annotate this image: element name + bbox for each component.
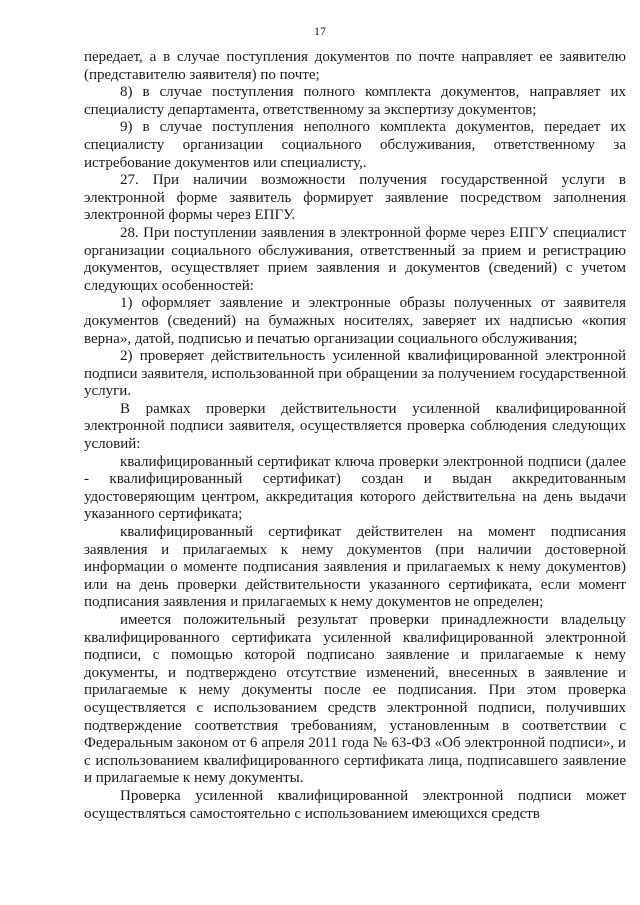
paragraph-verification-conditions: В рамках проверки действительности усиленной квалифицированной электронной подписи заявителя, осуществляется проверка соблюдения следующих условий:	[84, 400, 626, 453]
paragraph-28-item-2: 2) проверяет действительность усиленной квалифицированной электронной подписи заявителя, использованной при обращении за получением государственной услуги.	[84, 348, 626, 400]
paragraph-28: 28. При поступлении заявления в электронной форме через ЕПГУ специалист организации социального обслуживания, ответственный за прием и регистрацию документов, осуществляет прием заявления и документов (сведений) с учетом следующих особенностей:	[84, 224, 626, 294]
paragraph-item-9: 9) в случае поступления неполного комплекта документов, передает их специалисту организации социального обслуживания, ответственному за истребование документов или специалисту,.	[84, 119, 626, 171]
paragraph-27: 27. При наличии возможности получения государственной услуги в электронной форме заявитель формирует заявление посредством заполнения электронной формы через ЕПГУ.	[84, 172, 626, 224]
paragraph-verification-method: Проверка усиленной квалифицированной электронной подписи может осуществляться самостоятельно с использованием имеющихся средств	[84, 787, 626, 822]
paragraph-28-item-1: 1) оформляет заявление и электронные образы полученных от заявителя документов (сведений) на бумажных носителях, заверяет их надписью «копия верна», датой, подписью и печатью организации социального обслуживания;	[84, 295, 626, 347]
paragraph-continuation: передает, а в случае поступления документов по почте направляет ее заявителю (представителю заявителя) по почте;	[84, 49, 626, 83]
paragraph-condition-3: имеется положительный результат проверки принадлежности владельцу квалифицированного сертификата усиленной квалифицированной электронной подписи, с помощью которой подписано заявление и прилагаемые к нему документы, и подтверждено отсутствие изменений, внесенных в заявление и прилагаемые к нему документы после ее подписания. При этом проверка осуществляется с использованием средств электронной подписи, получивших подтверждение соответствия требованиям, установленным в соответствии с Федеральным законом от 6 апреля 2011 года № 63-ФЗ «Об электронной подписи», и с использованием квалифицированного сертификата лица, подписавшего заявление и прилагаемые к нему документы.	[84, 612, 626, 787]
paragraph-condition-1: квалифицированный сертификат ключа проверки электронной подписи (далее - квалифицированный сертификат) создан и выдан аккредитованным удостоверяющим центром, аккредитация которого действительна на день выдачи указанного сертификата;	[84, 453, 626, 523]
paragraph-item-8: 8) в случае поступления полного комплекта документов, направляет их специалисту департамента, ответственному за экспертизу документов;	[84, 84, 626, 118]
paragraph-condition-2: квалифицированный сертификат действителен на момент подписания заявления и прилагаемых к нему документов (при наличии достоверной информации о моменте подписания заявления и прилагаемых к нему документов) или на день проверки действительности указанного сертификата, если момент подписания заявления и прилагаемых к нему документов не определен;	[84, 524, 626, 611]
page-number: 17	[314, 24, 326, 38]
document-body	[84, 49, 626, 823]
